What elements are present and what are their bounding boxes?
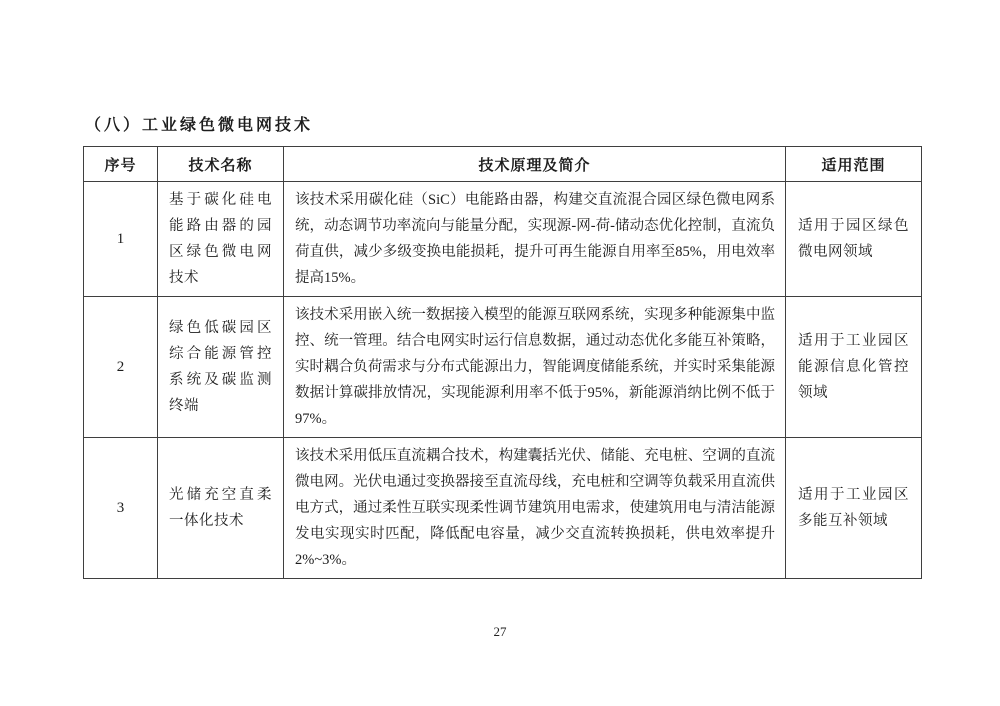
tech-principle: 该技术采用低压直流耦合技术，构建囊括光伏、储能、充电桩、空调的直流微电网。光伏电通过变换器接至直流母线，充电桩和空调等负载采用直流供电方式，通过柔性互联实现柔性调节建筑用电需求，使建筑用电与清洁能源发电实现实时匹配，降低配电容量，减少交直流转换损耗，供电效率提升2%~3%。 — [284, 438, 786, 579]
tech-scope: 适用于园区绿色微电网领域 — [786, 182, 922, 297]
serial-number: 2 — [84, 297, 158, 438]
table-row — [84, 297, 922, 438]
column-header-tech-name: 技术名称 — [158, 147, 284, 182]
column-header-principle: 技术原理及简介 — [284, 147, 786, 182]
column-header-scope: 适用范围 — [786, 147, 922, 182]
page-number: 27 — [493, 624, 507, 639]
tech-scope: 适用于工业园区多能互补领域 — [786, 438, 922, 579]
section-heading: （八）工业绿色微电网技术 — [85, 117, 314, 134]
tech-name: 光储充空直柔一体化技术 — [158, 438, 284, 579]
table-row — [84, 438, 922, 579]
tech-principle: 该技术采用嵌入统一数据接入模型的能源互联网系统，实现多种能源集中监控、统一管理。结合电网实时运行信息数据，通过动态优化多能互补策略，实时耦合负荷需求与分布式能源出力，智能调度储能系统，并实时采集能源数据计算碳排放情况，实现能源利用率不低于95%，新能源消纳比例不低于97%。 — [284, 297, 786, 438]
serial-number: 1 — [84, 182, 158, 297]
column-header-serial: 序号 — [84, 147, 158, 182]
table-row — [84, 182, 922, 297]
technology-table — [83, 146, 922, 579]
serial-number: 3 — [84, 438, 158, 579]
table-header-row — [84, 147, 922, 182]
tech-name: 绿色低碳园区综合能源管控系统及碳监测终端 — [158, 297, 284, 438]
tech-principle: 该技术采用碳化硅（SiC）电能路由器，构建交直流混合园区绿色微电网系统，动态调节功率流向与能量分配，实现源-网-荷-储动态优化控制，直流负荷直供，减少多级变换电能损耗，提升可再生能源自用率至85%，用电效率提高15%。 — [284, 182, 786, 297]
tech-scope: 适用于工业园区能源信息化管控领域 — [786, 297, 922, 438]
tech-name: 基于碳化硅电能路由器的园区绿色微电网技术 — [158, 182, 284, 297]
